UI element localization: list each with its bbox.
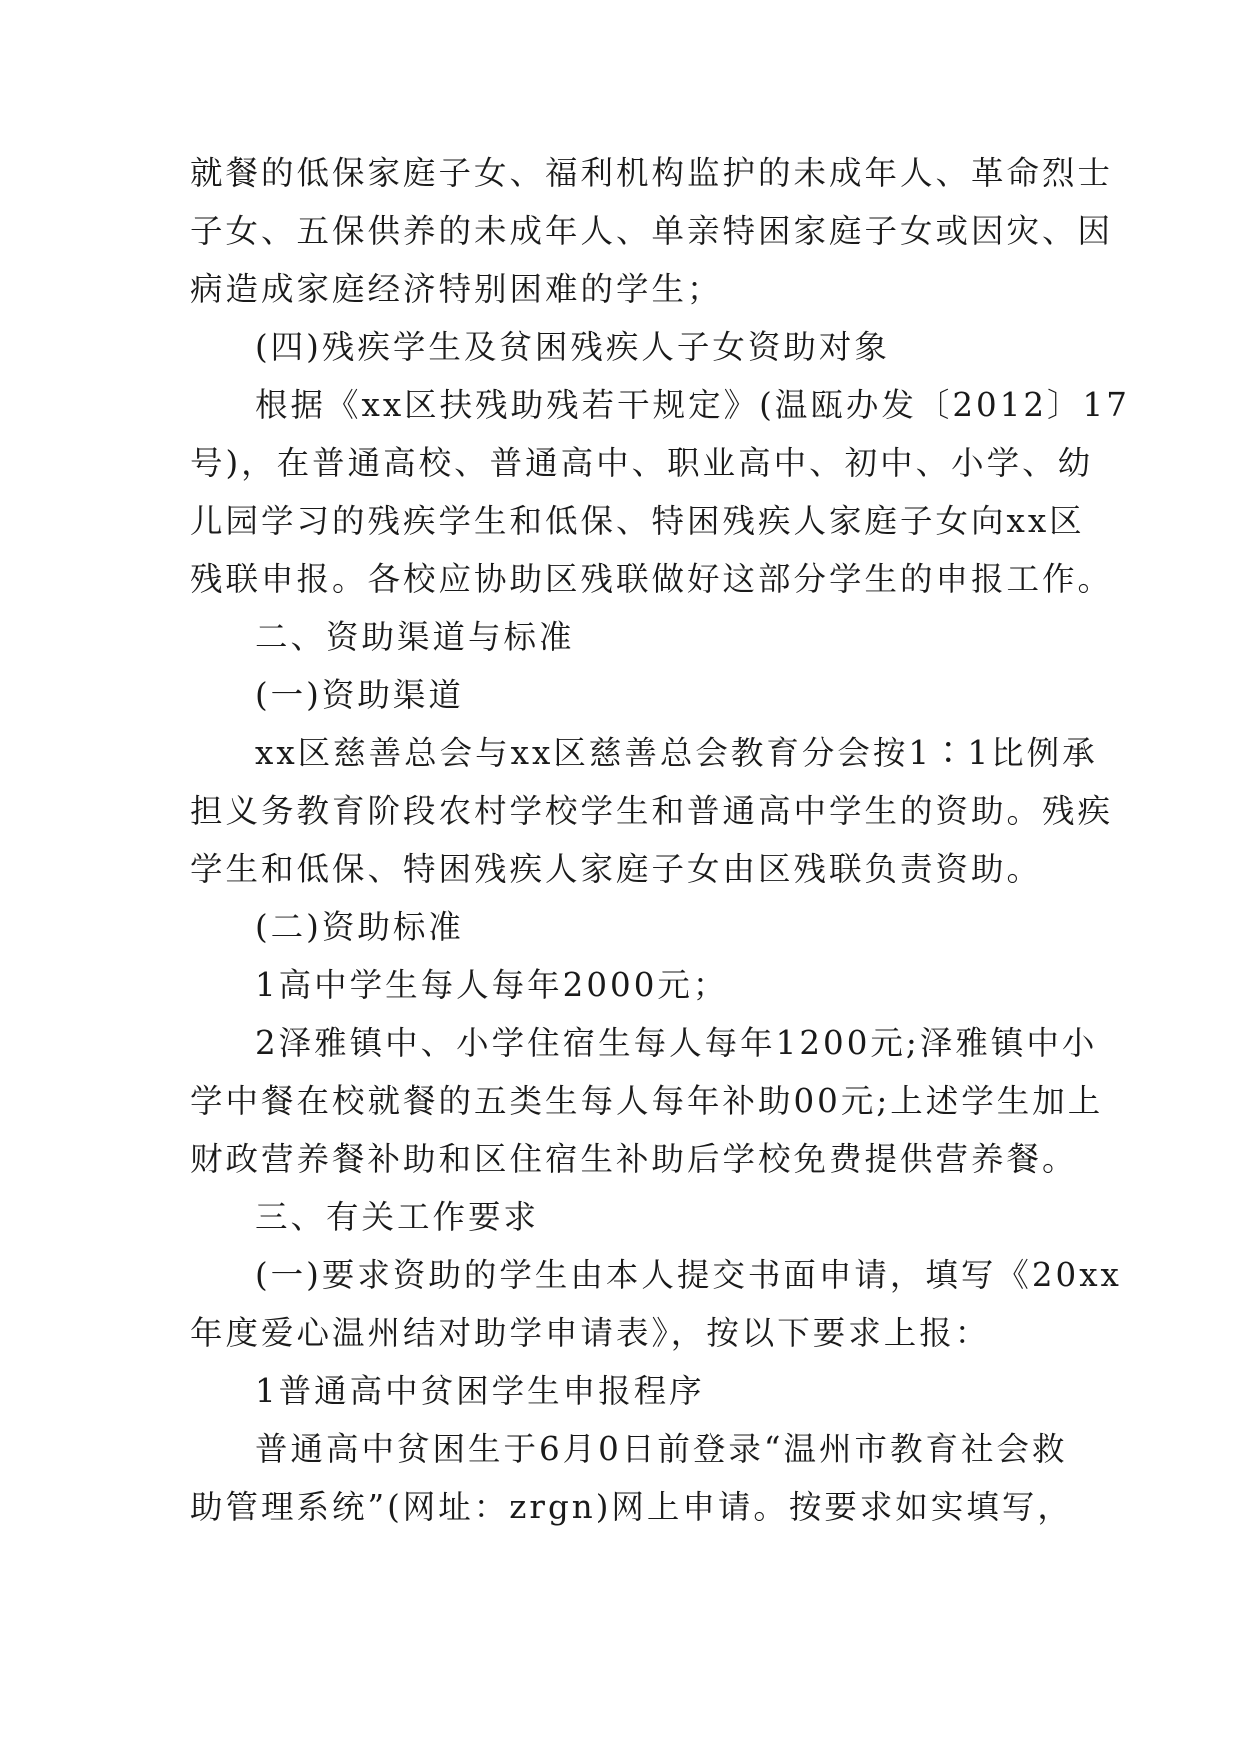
- paragraph-line: 学中餐在校就餐的五类生每人每年补助00元;上述学生加上: [190, 1082, 1104, 1120]
- paragraph-line: (一)要求资助的学生由本人提交书面申请，填写《20xx: [255, 1256, 1122, 1294]
- paragraph-line: 学生和低保、特困残疾人家庭子女由区残联负责资助。: [190, 850, 1043, 888]
- section-heading: 1普通高中贫困学生申报程序: [255, 1372, 705, 1410]
- section-heading: (四)残疾学生及贫困残疾人子女资助对象: [255, 328, 890, 366]
- paragraph-line: 残联申报。各校应协助区残联做好这部分学生的申报工作。: [190, 560, 1114, 598]
- paragraph-line: 病造成家庭经济特别困难的学生；: [190, 270, 723, 308]
- paragraph-line: 根据《xx区扶残助残若干规定》(温瓯办发〔2012〕17: [255, 386, 1130, 424]
- paragraph-line: 就餐的低保家庭子女、福利机构监护的未成年人、革命烈士: [190, 154, 1114, 192]
- section-heading: 三、有关工作要求: [255, 1198, 540, 1236]
- paragraph-line: 年度爱心温州结对助学申请表》，按以下要求上报：: [190, 1314, 991, 1352]
- section-heading: (二)资助标准: [255, 908, 464, 946]
- paragraph-line: 担义务教育阶段农村学校学生和普通高中学生的资助。残疾: [190, 792, 1114, 830]
- paragraph-line: 普通高中贫困生于6月0日前登录“温州市教育社会救: [255, 1430, 1068, 1468]
- paragraph-line: 1高中学生每人每年2000元；: [255, 966, 729, 1004]
- paragraph-line: 2泽雅镇中、小学住宿生每人每年1200元;泽雅镇中小: [255, 1024, 1098, 1062]
- paragraph-line: 儿园学习的残疾学生和低保、特困残疾人家庭子女向xx区: [190, 502, 1085, 540]
- paragraph-line: 助管理系统”(网址：zrgn)网上申请。按要求如实填写，: [190, 1488, 1073, 1526]
- section-heading: (一)资助渠道: [255, 676, 464, 714]
- section-heading: 二、资助渠道与标准: [255, 618, 575, 656]
- paragraph-line: 财政营养餐补助和区住宿生补助后学校免费提供营养餐。: [190, 1140, 1078, 1178]
- paragraph-line: 子女、五保供养的未成年人、单亲特困家庭子女或因灾、因: [190, 212, 1114, 250]
- paragraph-line: xx区慈善总会与xx区慈善总会教育分会按1∶1比例承: [255, 734, 1098, 772]
- paragraph-line: 号)，在普通高校、普通高中、职业高中、初中、小学、幼: [190, 444, 1094, 482]
